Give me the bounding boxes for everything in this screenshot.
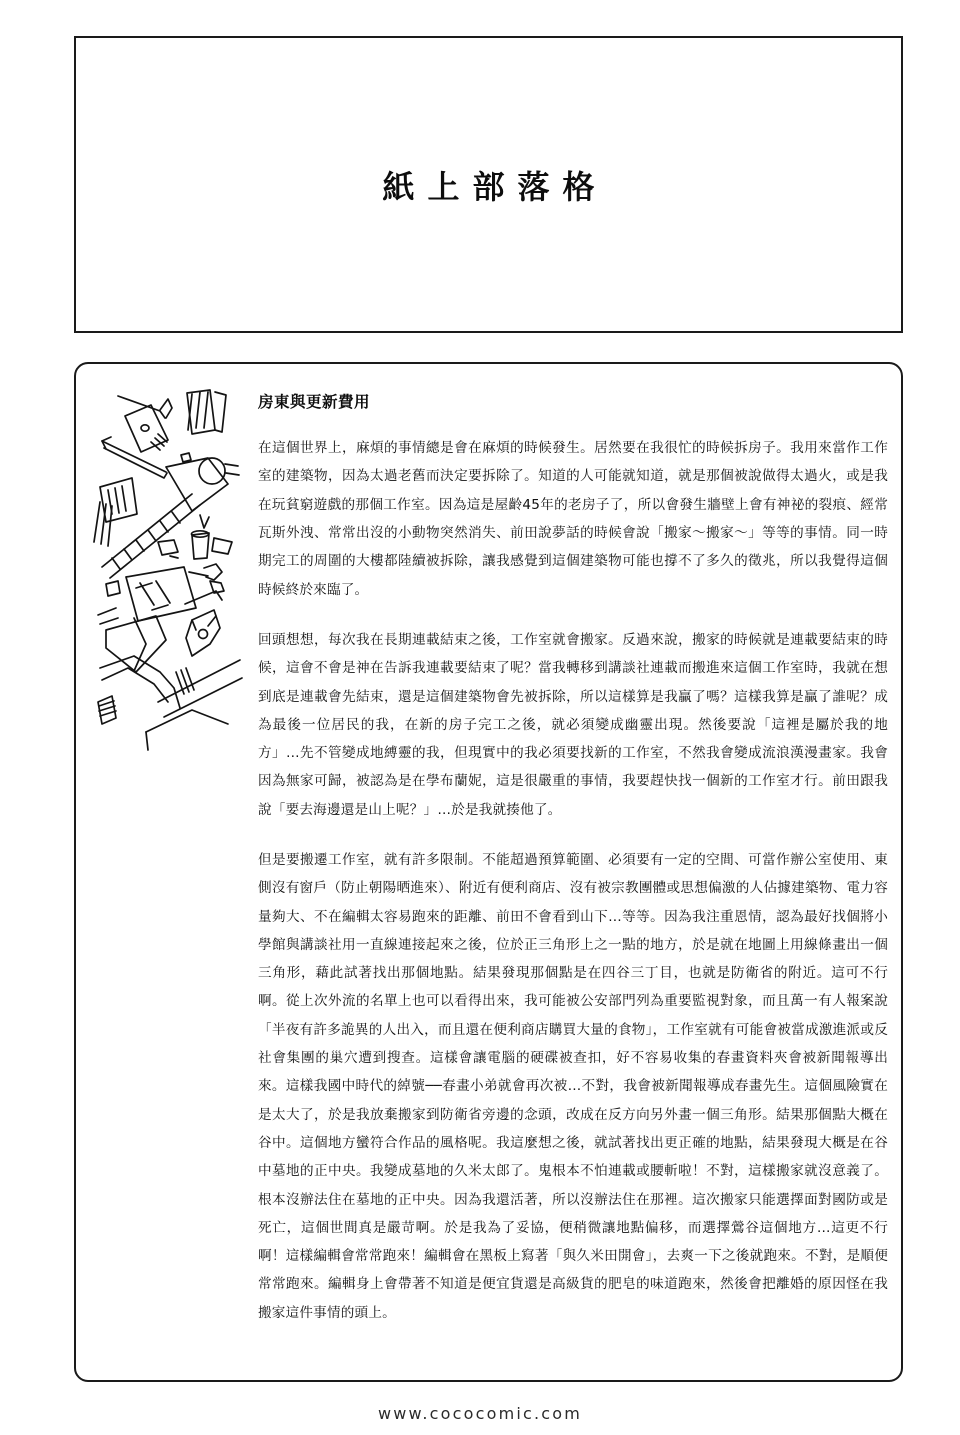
- title-panel-inner: [76, 170, 901, 205]
- article-heading: 房東與更新費用: [258, 393, 371, 411]
- page-title: 紙上部落格: [382, 168, 608, 206]
- article-paragraph: 在這個世界上，麻煩的事情總是會在麻煩的時候發生。居然要在我很忙的時候拆房子。我用來當作工作室的建築物，因為太過老舊而決定要拆除了。知道的人可能就知道，就是那個被說做得太過火，或是我在玩貧窮遊戲的那個工作室。因為這是屋齡45年的老房子了，所以會發生牆壁上會有神祕的裂痕、經常瓦斯外洩、常常出沒的小動物突然消失、前田說夢話的時候會說「搬家～搬家～」等等的事情。同一時期完工的周圍的大樓都陸續被拆除，讓我感覺到這個建築物可能也撐不了多久的徵兆，所以我覺得這個時候終於來臨了。: [258, 440, 888, 598]
- article-paragraph: 但是要搬遷工作室，就有許多限制。不能超過預算範圍、必須要有一定的空間、可當作辦公室使用、東側沒有窗戶（防止朝陽晒進來）、附近有便利商店、沒有被宗教團體或思想偏激的人佔據建築物、電力容量夠大、不在編輯太容易跑來的距離、前田不會看到山下…等等。因為我注重恩情，認為最好找個將小學館與講談社用一直線連接起來之後，位於正三角形上之一點的地方，於是就在地圖上用線條畫出一個三角形，藉此試著找出那個地點。結果發現那個點是在四谷三丁目，也就是防衛省的附近。這可不行啊。從上次外流的名單上也可以看得出來，我可能被公安部門列為重要監視對象，而且萬一有人報案說「半夜有許多詭異的人出入，而且還在便利商店購買大量的食物」，工作室就有可能會被當成激進派或反社會集團的巢穴遭到搜查。這樣會讓電腦的硬碟被查扣，好不容易收集的春畫資料夾會被新聞報導出來。這樣我國中時代的綽號──春畫小弟就會再次被…不對，我會被新聞報導成春畫先生。這個風險實在是太大了，於是我放棄搬家到防衛省旁邊的念頭，改成在反方向另外畫一個三角形。結果那個點大概在谷中。這個地方蠻符合作品的風格呢。我這麼想之後，就試著找出更正確的地點，結果發現大概是在谷中墓地的正中央。我變成墓地的久米太郎了。鬼根本不怕連載或腰斬啦！不對，這樣搬家就沒意義了。根本沒辦法住在墓地的正中央。因為我還活著，所以沒辦法住在那裡。這次搬家只能選擇面對國防或是死亡，這個世間真是嚴苛啊。於是我為了妥協，便稍微讓地點偏移，而選擇鶯谷這個地方…這更不行啊！這樣編輯會常常跑來！編輯會在黑板上寫著「與久米田開會」，去爽一下之後就跑來。不對，是順便常常跑來。編輯身上會帶著不知道是便宜貨還是高級貨的肥皂的味道跑來，然後會把離婚的原因怪在我搬家這件事情的頭上。: [258, 852, 888, 1321]
- cluttered-room-sketch-illustration: [88, 372, 248, 842]
- article-panel: [74, 362, 903, 1382]
- title-panel: [74, 36, 903, 333]
- article-paragraph: 回頭想想，每次我在長期連載結束之後，工作室就會搬家。反過來說，搬家的時候就是連載要結束的時候，這會不會是神在告訴我連載要結束了呢？當我轉移到講談社連載而搬進來這個工作室時，我就在想到底是連載會先結束，還是這個建築物會先被拆除，所以這樣算是我贏了嗎？這樣我算是贏了誰呢？成為最後一位居民的我，在新的房子完工之後，就必須變成幽靈出現。然後要說「這裡是屬於我的地方」…先不管變成地縛靈的我，但現實中的我必須要找新的工作室，不然我會變成流浪漢漫畫家。我會因為無家可歸，被認為是在學布蘭妮，這是很嚴重的事情，我要趕快找一個新的工作室才行。前田跟我說「要去海邊還是山上呢？」…於是我就揍他了。: [258, 631, 888, 818]
- article-body: [258, 392, 888, 1327]
- footer-watermark: www.cococomic.com: [377, 1404, 583, 1423]
